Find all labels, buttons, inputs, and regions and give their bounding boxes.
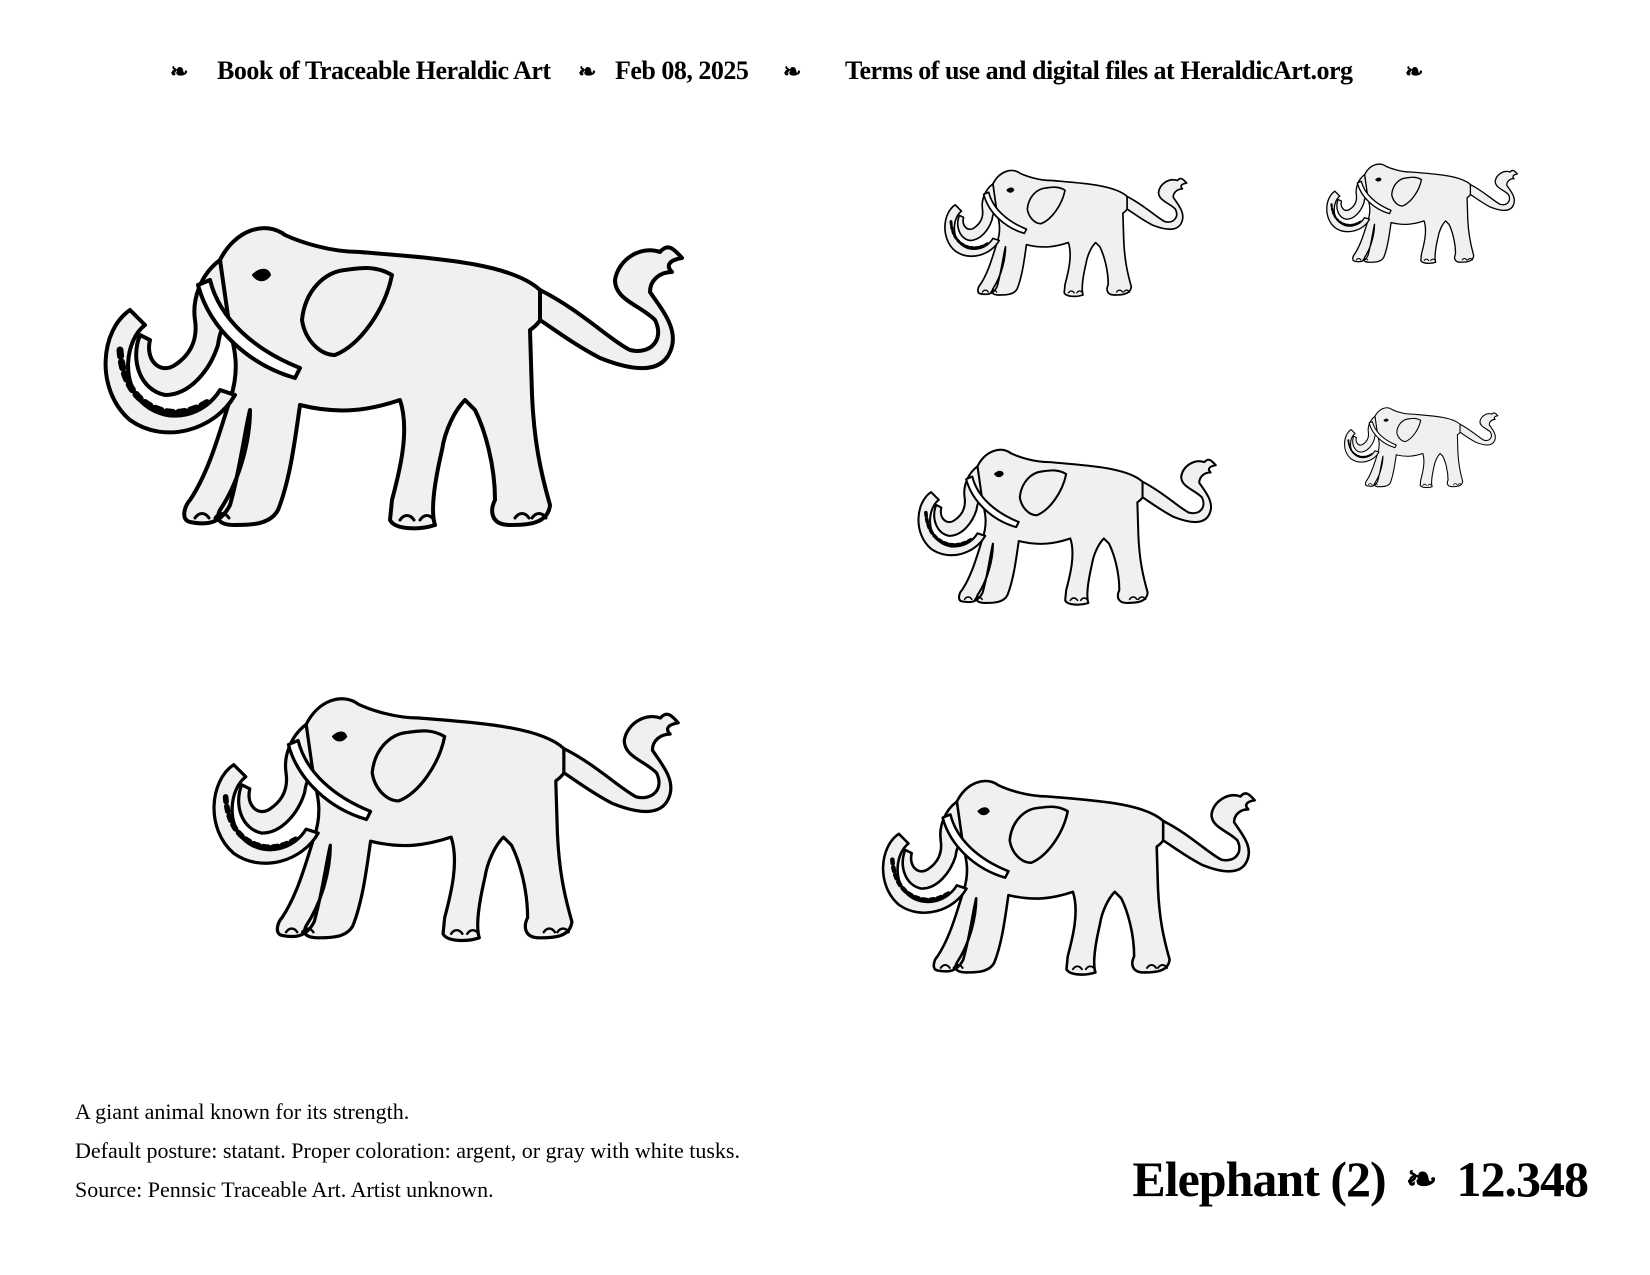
elephant-figure-large bbox=[70, 180, 690, 560]
elephant-figure-medium-small bbox=[860, 750, 1260, 995]
caption-source: Source: Pennsic Traceable Art. Artist unknown. bbox=[75, 1177, 494, 1202]
elephant-figure-medium bbox=[185, 660, 685, 966]
plate-title bbox=[1132, 1150, 1588, 1208]
caption-posture: Default posture: statant. Proper coloration: argent, or gray with white tusks. bbox=[75, 1138, 740, 1163]
elephant-figure-xxsmall bbox=[1335, 395, 1500, 496]
book-title: Book of Traceable Heraldic Art bbox=[217, 56, 551, 85]
date-label: Feb 08, 2025 bbox=[615, 56, 749, 85]
page-header bbox=[0, 56, 1650, 96]
fleuron-icon: ❧ bbox=[1405, 1159, 1437, 1201]
terms-label: Terms of use and digital files at HeraldicArt.org bbox=[845, 56, 1353, 85]
plate-name: Elephant (2) bbox=[1132, 1151, 1386, 1207]
plate-number: 12.348 bbox=[1456, 1151, 1588, 1207]
caption-description: A giant animal known for its strength. bbox=[75, 1099, 410, 1124]
elephant-figure-xsmall bbox=[1315, 148, 1520, 274]
fleuron-icon: ❧ bbox=[170, 59, 188, 84]
fleuron-icon: ❧ bbox=[578, 59, 596, 84]
fleuron-icon: ❧ bbox=[1405, 59, 1423, 84]
elephant-figure-small bbox=[900, 425, 1220, 621]
elephant-figure-small bbox=[930, 150, 1190, 310]
fleuron-icon: ❧ bbox=[783, 59, 801, 84]
